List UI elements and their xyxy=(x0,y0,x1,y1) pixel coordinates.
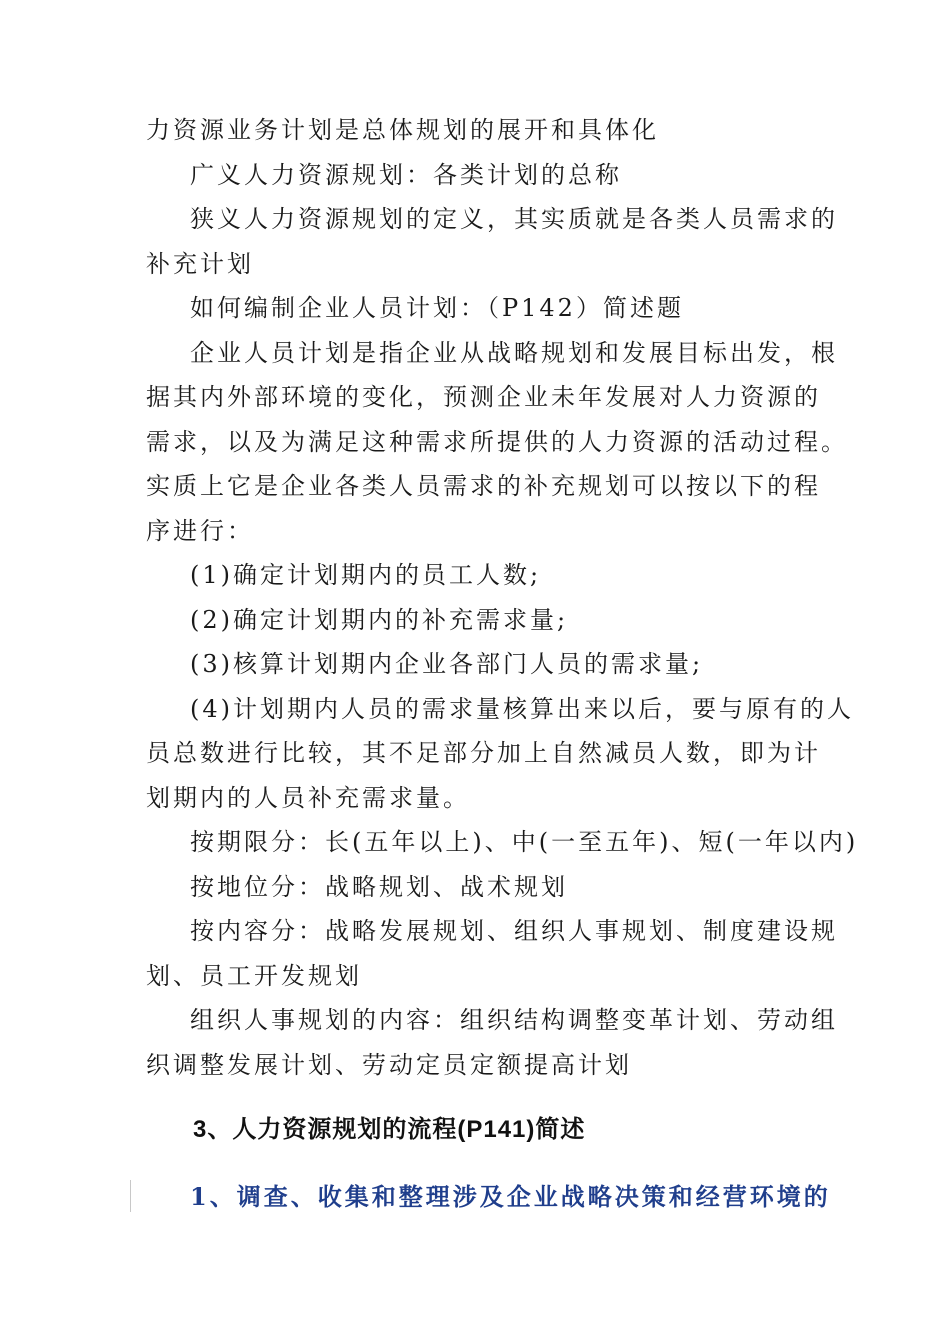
text-line: 实质上它是企业各类人员需求的补充规划可以按以下的程 xyxy=(146,472,821,500)
text-line: 按内容分：战略发展规划、组织人事规划、制度建设规 xyxy=(190,917,838,945)
text-line: 员总数进行比较，其不足部分加上自然减员人数，即为计 xyxy=(146,739,821,767)
text-line: 按期限分：长(五年以上)、中(一至五年)、短(一年以内) xyxy=(190,828,859,856)
text-line: 序进行： xyxy=(146,517,254,545)
text-line: 织调整发展计划、劳动定员定额提高计划 xyxy=(146,1051,632,1079)
text-line: (1)确定计划期内的员工人数; xyxy=(190,561,542,589)
text-line: 按地位分：战略规划、战术规划 xyxy=(190,873,568,901)
text-line: 广义人力资源规划：各类计划的总称 xyxy=(190,161,622,189)
text-line: 如何编制企业人员计划：（P142）简述题 xyxy=(190,294,684,322)
section-heading: 3、人力资源规划的流程(P141)简述 xyxy=(193,1116,586,1143)
text-line: 据其内外部环境的变化，预测企业未年发展对人力资源的 xyxy=(146,383,821,411)
text-line: 补充计划 xyxy=(146,250,254,278)
sub-heading: 1、调查、收集和整理涉及企业战略决策和经营环境的 xyxy=(190,1182,831,1211)
text-line: (3)核算计划期内企业各部门人员的需求量; xyxy=(190,650,704,678)
margin-bar xyxy=(130,1180,131,1212)
text-line: (4)计划期内人员的需求量核算出来以后，要与原有的人 xyxy=(190,695,854,723)
text-line: 需求，以及为满足这种需求所提供的人力资源的活动过程。 xyxy=(146,428,848,456)
text-line: 划期内的人员补充需求量。 xyxy=(146,784,470,812)
text-line: 划、员工开发规划 xyxy=(146,962,362,990)
text-line: 组织人事规划的内容：组织结构调整变革计划、劳动组 xyxy=(190,1006,838,1034)
text-line: (2)确定计划期内的补充需求量; xyxy=(190,606,569,634)
text-line: 狭义人力资源规划的定义，其实质就是各类人员需求的 xyxy=(190,205,838,233)
text-line: 力资源业务计划是总体规划的展开和具体化 xyxy=(146,116,659,144)
text-line: 企业人员计划是指企业从战略规划和发展目标出发，根 xyxy=(190,339,838,367)
